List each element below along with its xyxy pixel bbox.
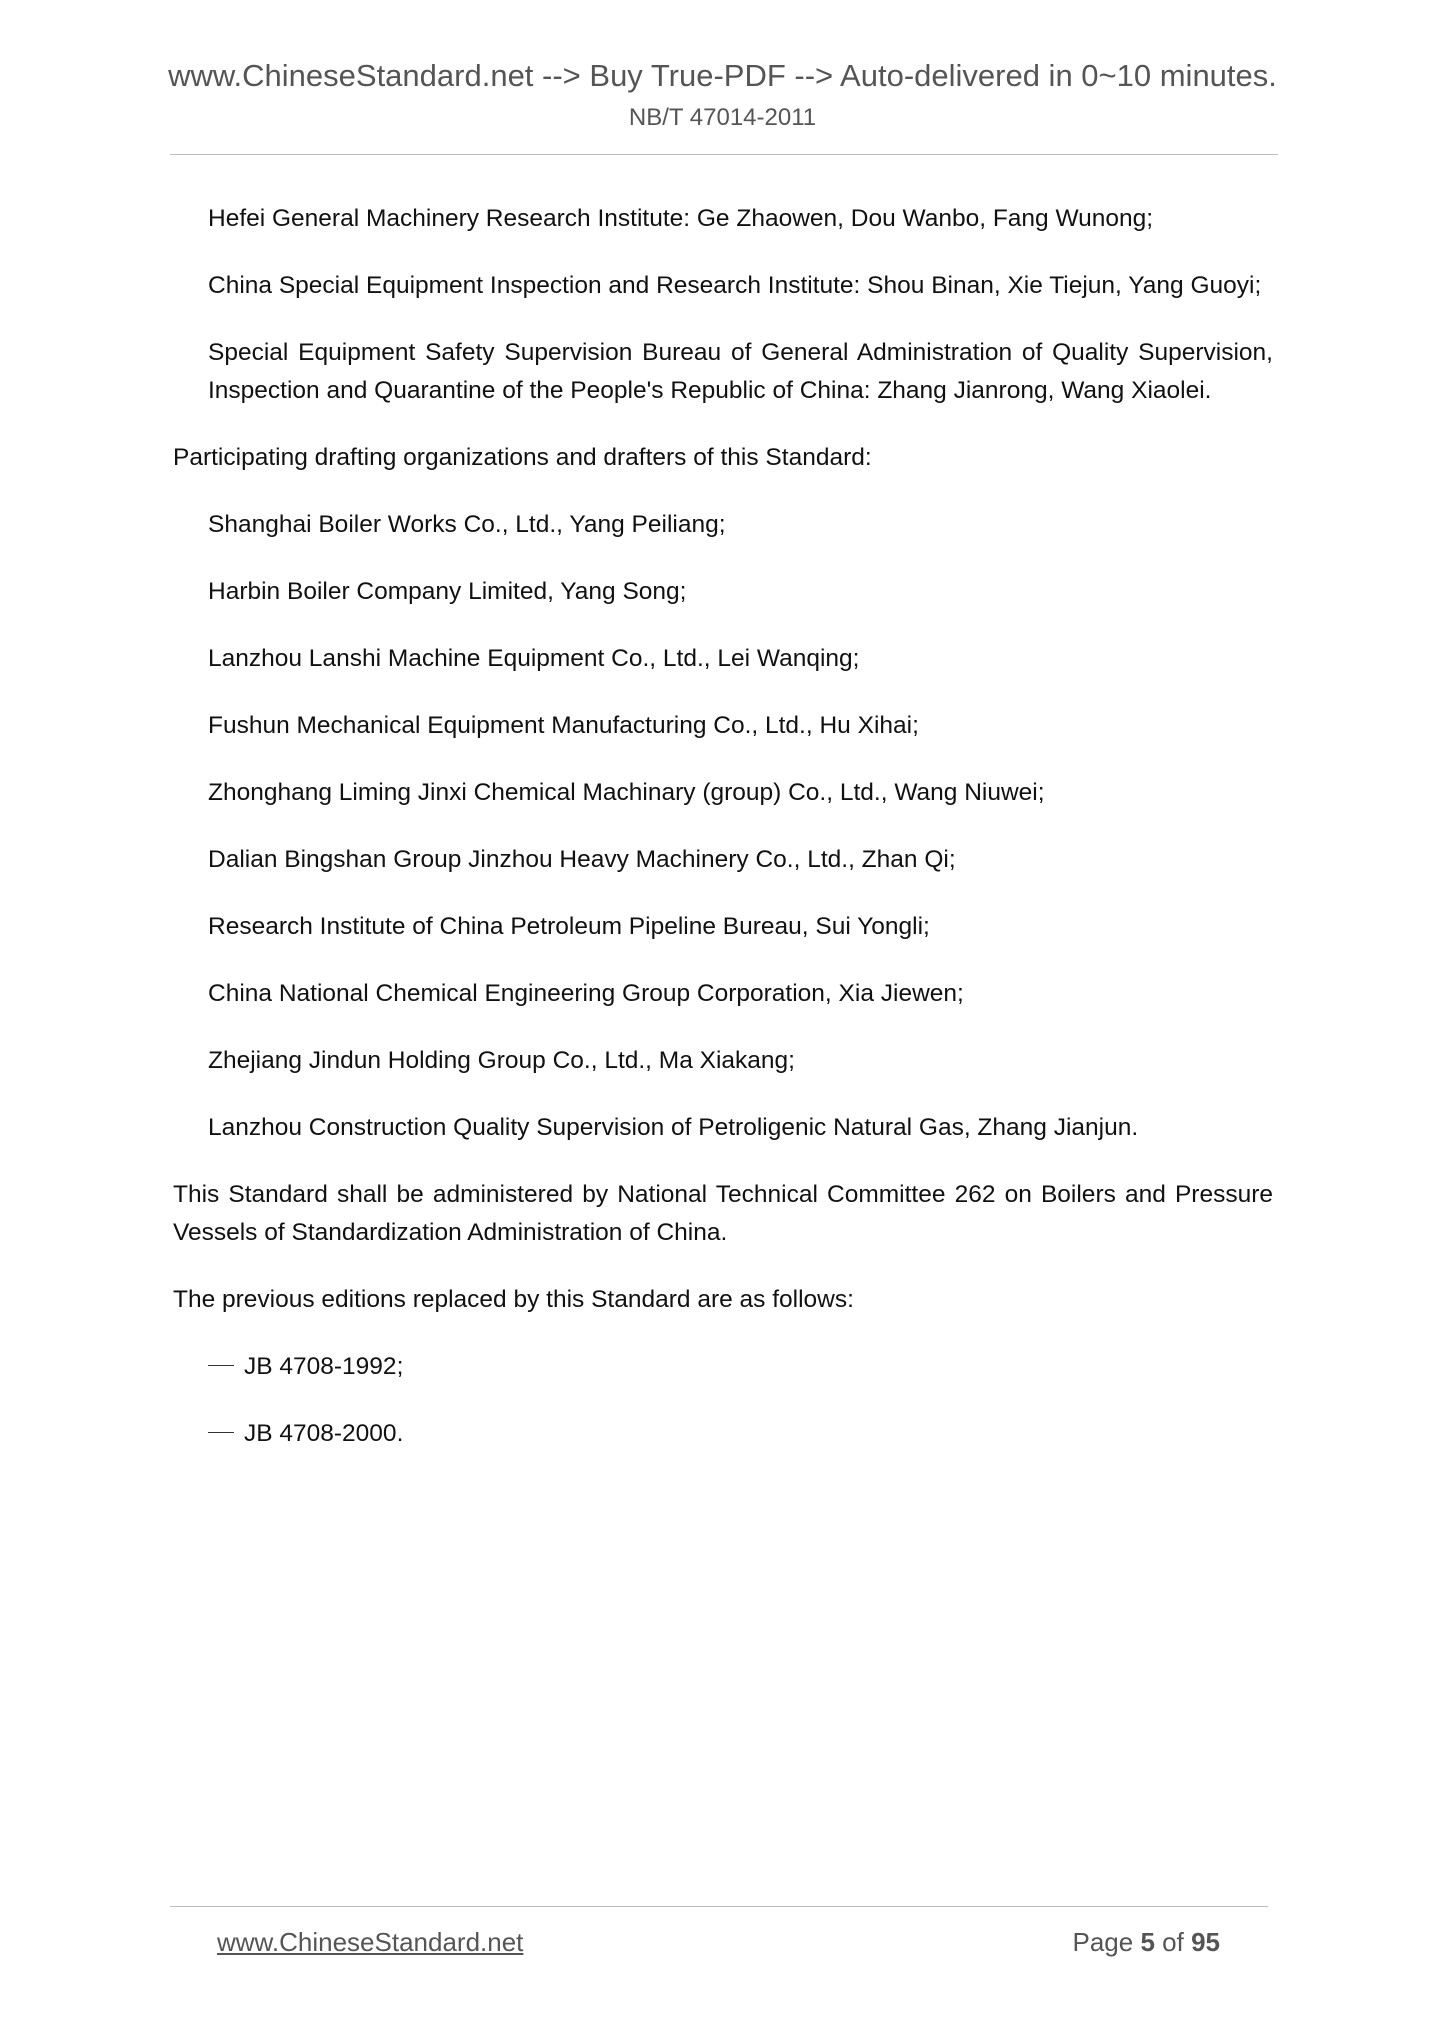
page-label: Page: [1072, 1927, 1134, 1957]
participant-entry: Zhonghang Liming Jinxi Chemical Machinary (group) Co., Ltd., Wang Niuwei;: [208, 779, 1045, 806]
participating-heading: Participating drafting organizations and drafters of this Standard:: [173, 444, 872, 471]
previous-edition-text: JB 4708-2000.: [244, 1420, 404, 1447]
drafter-entry: Hefei General Machinery Research Institute: Ge Zhaowen, Dou Wanbo, Fang Wunong;: [208, 205, 1154, 232]
dash-marker: [208, 1365, 234, 1366]
footer-divider: [170, 1906, 1268, 1907]
header-divider: [170, 154, 1278, 155]
participant-entry: Dalian Bingshan Group Jinzhou Heavy Machinery Co., Ltd., Zhan Qi;: [208, 846, 956, 873]
dash-marker: [208, 1432, 234, 1433]
participant-entry: Zhejiang Jindun Holding Group Co., Ltd., Ma Xiakang;: [208, 1047, 795, 1074]
document-body: [173, 200, 1273, 1482]
participant-entry: Lanzhou Construction Quality Supervision of Petroligenic Natural Gas, Zhang Jianjun.: [208, 1114, 1139, 1141]
participant-entry: China National Chemical Engineering Group Corporation, Xia Jiewen;: [208, 980, 964, 1007]
standard-code: NB/T 47014-2011: [628, 104, 817, 131]
previous-editions-heading: The previous editions replaced by this Standard are as follows:: [173, 1286, 854, 1313]
participant-entry: Fushun Mechanical Equipment Manufacturing Co., Ltd., Hu Xihai;: [208, 712, 919, 739]
participant-entry: Research Institute of China Petroleum Pipeline Bureau, Sui Yongli;: [208, 913, 930, 940]
page-of: of: [1162, 1927, 1184, 1957]
page-indicator: [1072, 1927, 1220, 1957]
participant-entry: Shanghai Boiler Works Co., Ltd., Yang Peiliang;: [208, 511, 726, 538]
administration-paragraph: This Standard shall be administered by National Technical Committee 262 on Boilers and Pressure Vessels of Standardization Administration of China.: [173, 1181, 1273, 1246]
drafter-entry: China Special Equipment Inspection and Research Institute: Shou Binan, Xie Tiejun, Yang Guoyi;: [208, 272, 1262, 299]
previous-edition-text: JB 4708-1992;: [244, 1353, 404, 1380]
previous-edition-item: [173, 1348, 1273, 1386]
drafter-entry: Special Equipment Safety Supervision Bureau of General Administration of Quality Supervision, Inspection and Quarantine of the People's Republic of China: Zhang Jianrong, Wang Xiaolei.: [208, 339, 1273, 404]
participant-entry: Lanzhou Lanshi Machine Equipment Co., Ltd., Lei Wanqing;: [208, 645, 860, 672]
page-current: 5: [1140, 1927, 1155, 1957]
footer-website-link[interactable]: www.ChineseStandard.net: [217, 1927, 524, 1957]
participant-entry: Harbin Boiler Company Limited, Yang Song;: [208, 578, 687, 605]
page-total: 95: [1191, 1927, 1220, 1957]
header-banner: www.ChineseStandard.net --> Buy True-PDF --> Auto-delivered in 0~10 minutes.: [168, 58, 1277, 93]
previous-edition-item: [173, 1415, 1273, 1453]
